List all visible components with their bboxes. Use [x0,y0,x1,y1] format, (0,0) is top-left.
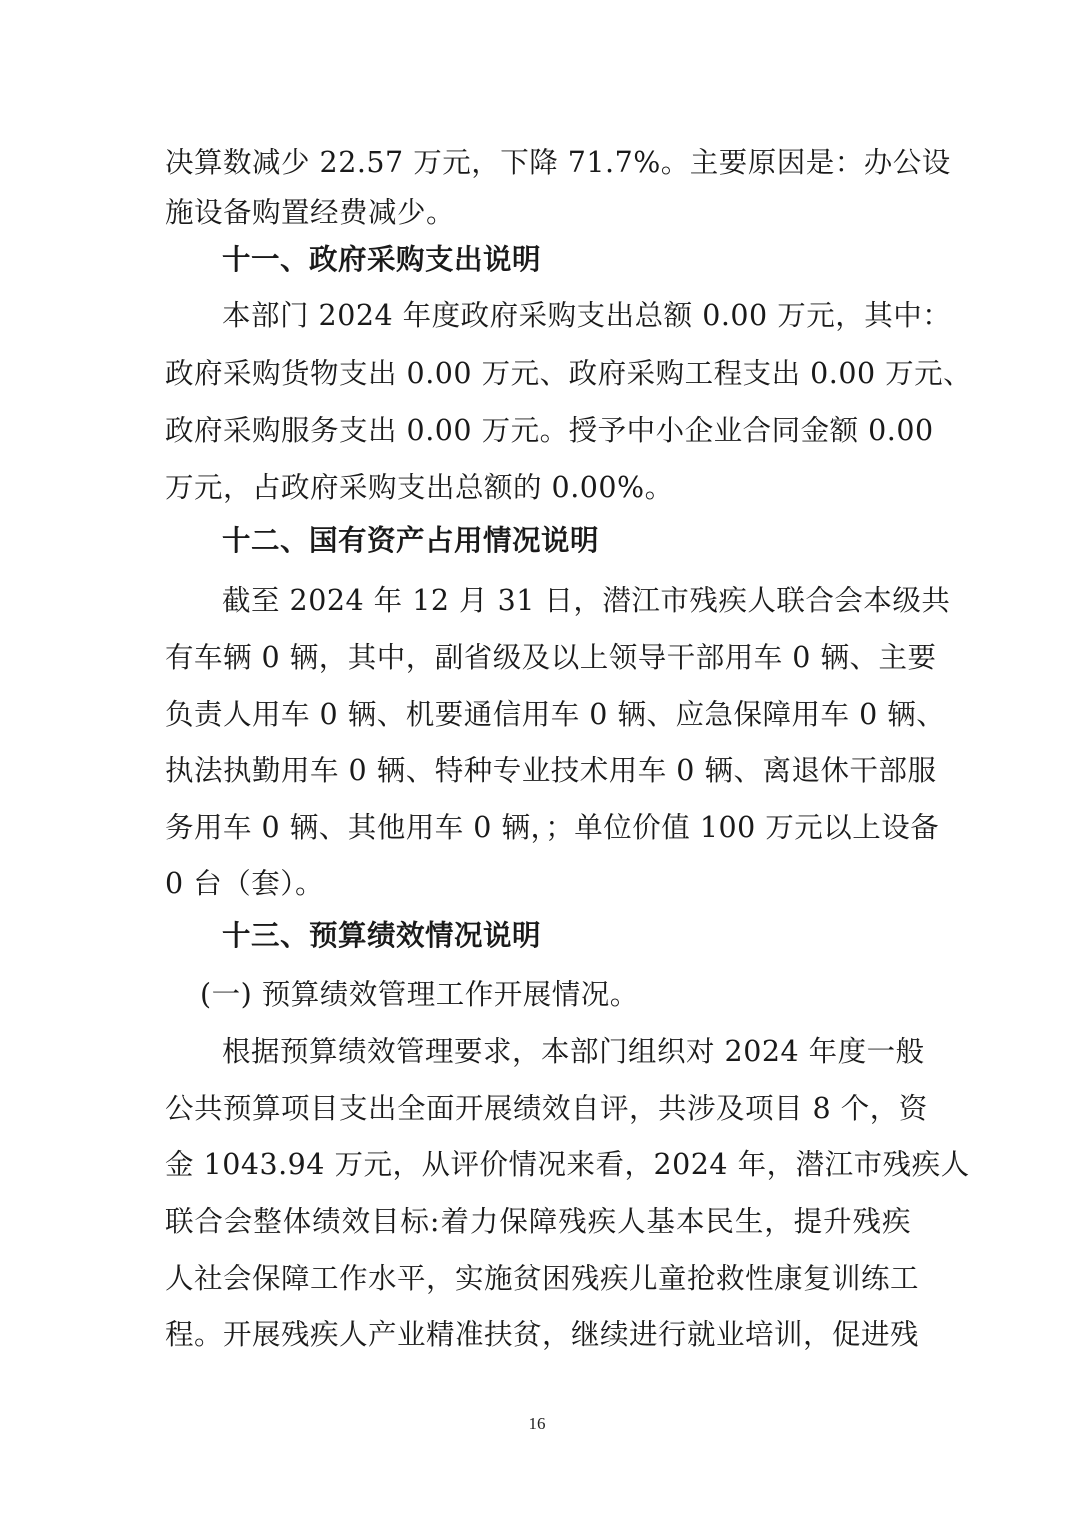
section-heading-13: 十三、预算绩效情况说明 [222,919,542,952]
section-heading-12: 十二、国有资产占用情况说明 [222,524,600,557]
body-text-line: 务用车 0 辆、其他用车 0 辆，；单位价值 100 万元以上设备 [165,811,940,844]
body-text-line: 截至 2024 年 12 月 31 日，潜江市残疾人联合会本级共 [222,584,951,617]
body-text-line: 有车辆 0 辆，其中，副省级及以上领导干部用车 0 辆、主要 [165,641,937,674]
body-text-line: 程。开展残疾人产业精准扶贫，继续进行就业培训，促进残 [165,1318,920,1351]
body-text-line: 执法执勤用车 0 辆、特种专业技术用车 0 辆、离退休干部服 [165,754,937,787]
body-text-line: 公共预算项目支出全面开展绩效自评，共涉及项目 8 个，资 [165,1092,928,1125]
section-heading-11: 十一、政府采购支出说明 [222,243,542,276]
page-number: 16 [528,1414,546,1433]
body-text-line: 根据预算绩效管理要求，本部门组织对 2024 年度一般 [222,1035,925,1068]
body-text-line: 负责人用车 0 辆、机要通信用车 0 辆、应急保障用车 0 辆、 [165,698,946,731]
body-text-line: 本部门 2024 年度政府采购支出总额 0.00 万元，其中： [222,299,952,332]
body-text-line: 施设备购置经费减少。 [165,196,456,229]
body-text-line: 万元，占政府采购支出总额的 0.00%。 [165,471,674,504]
body-text-line: 决算数减少 22.57 万元，下降 71.7%。主要原因是：办公设 [165,146,951,179]
subsection-heading: (一) 预算绩效管理工作开展情况。 [200,978,639,1011]
body-text-line: 联合会整体绩效目标:着力保障残疾人基本民生，提升残疾 [165,1205,911,1238]
body-text-line: 政府采购服务支出 0.00 万元。授予中小企业合同金额 0.00 [165,414,934,447]
body-text-line: 政府采购货物支出 0.00 万元、政府采购工程支出 0.00 万元、 [165,357,973,390]
body-text-line: 金 1043.94 万元，从评价情况来看，2024 年，潜江市残疾人 [165,1148,970,1181]
body-text-line: 人社会保障工作水平，实施贫困残疾儿童抢救性康复训练工 [165,1262,920,1295]
body-text-line: 0 台（套）。 [165,867,324,900]
